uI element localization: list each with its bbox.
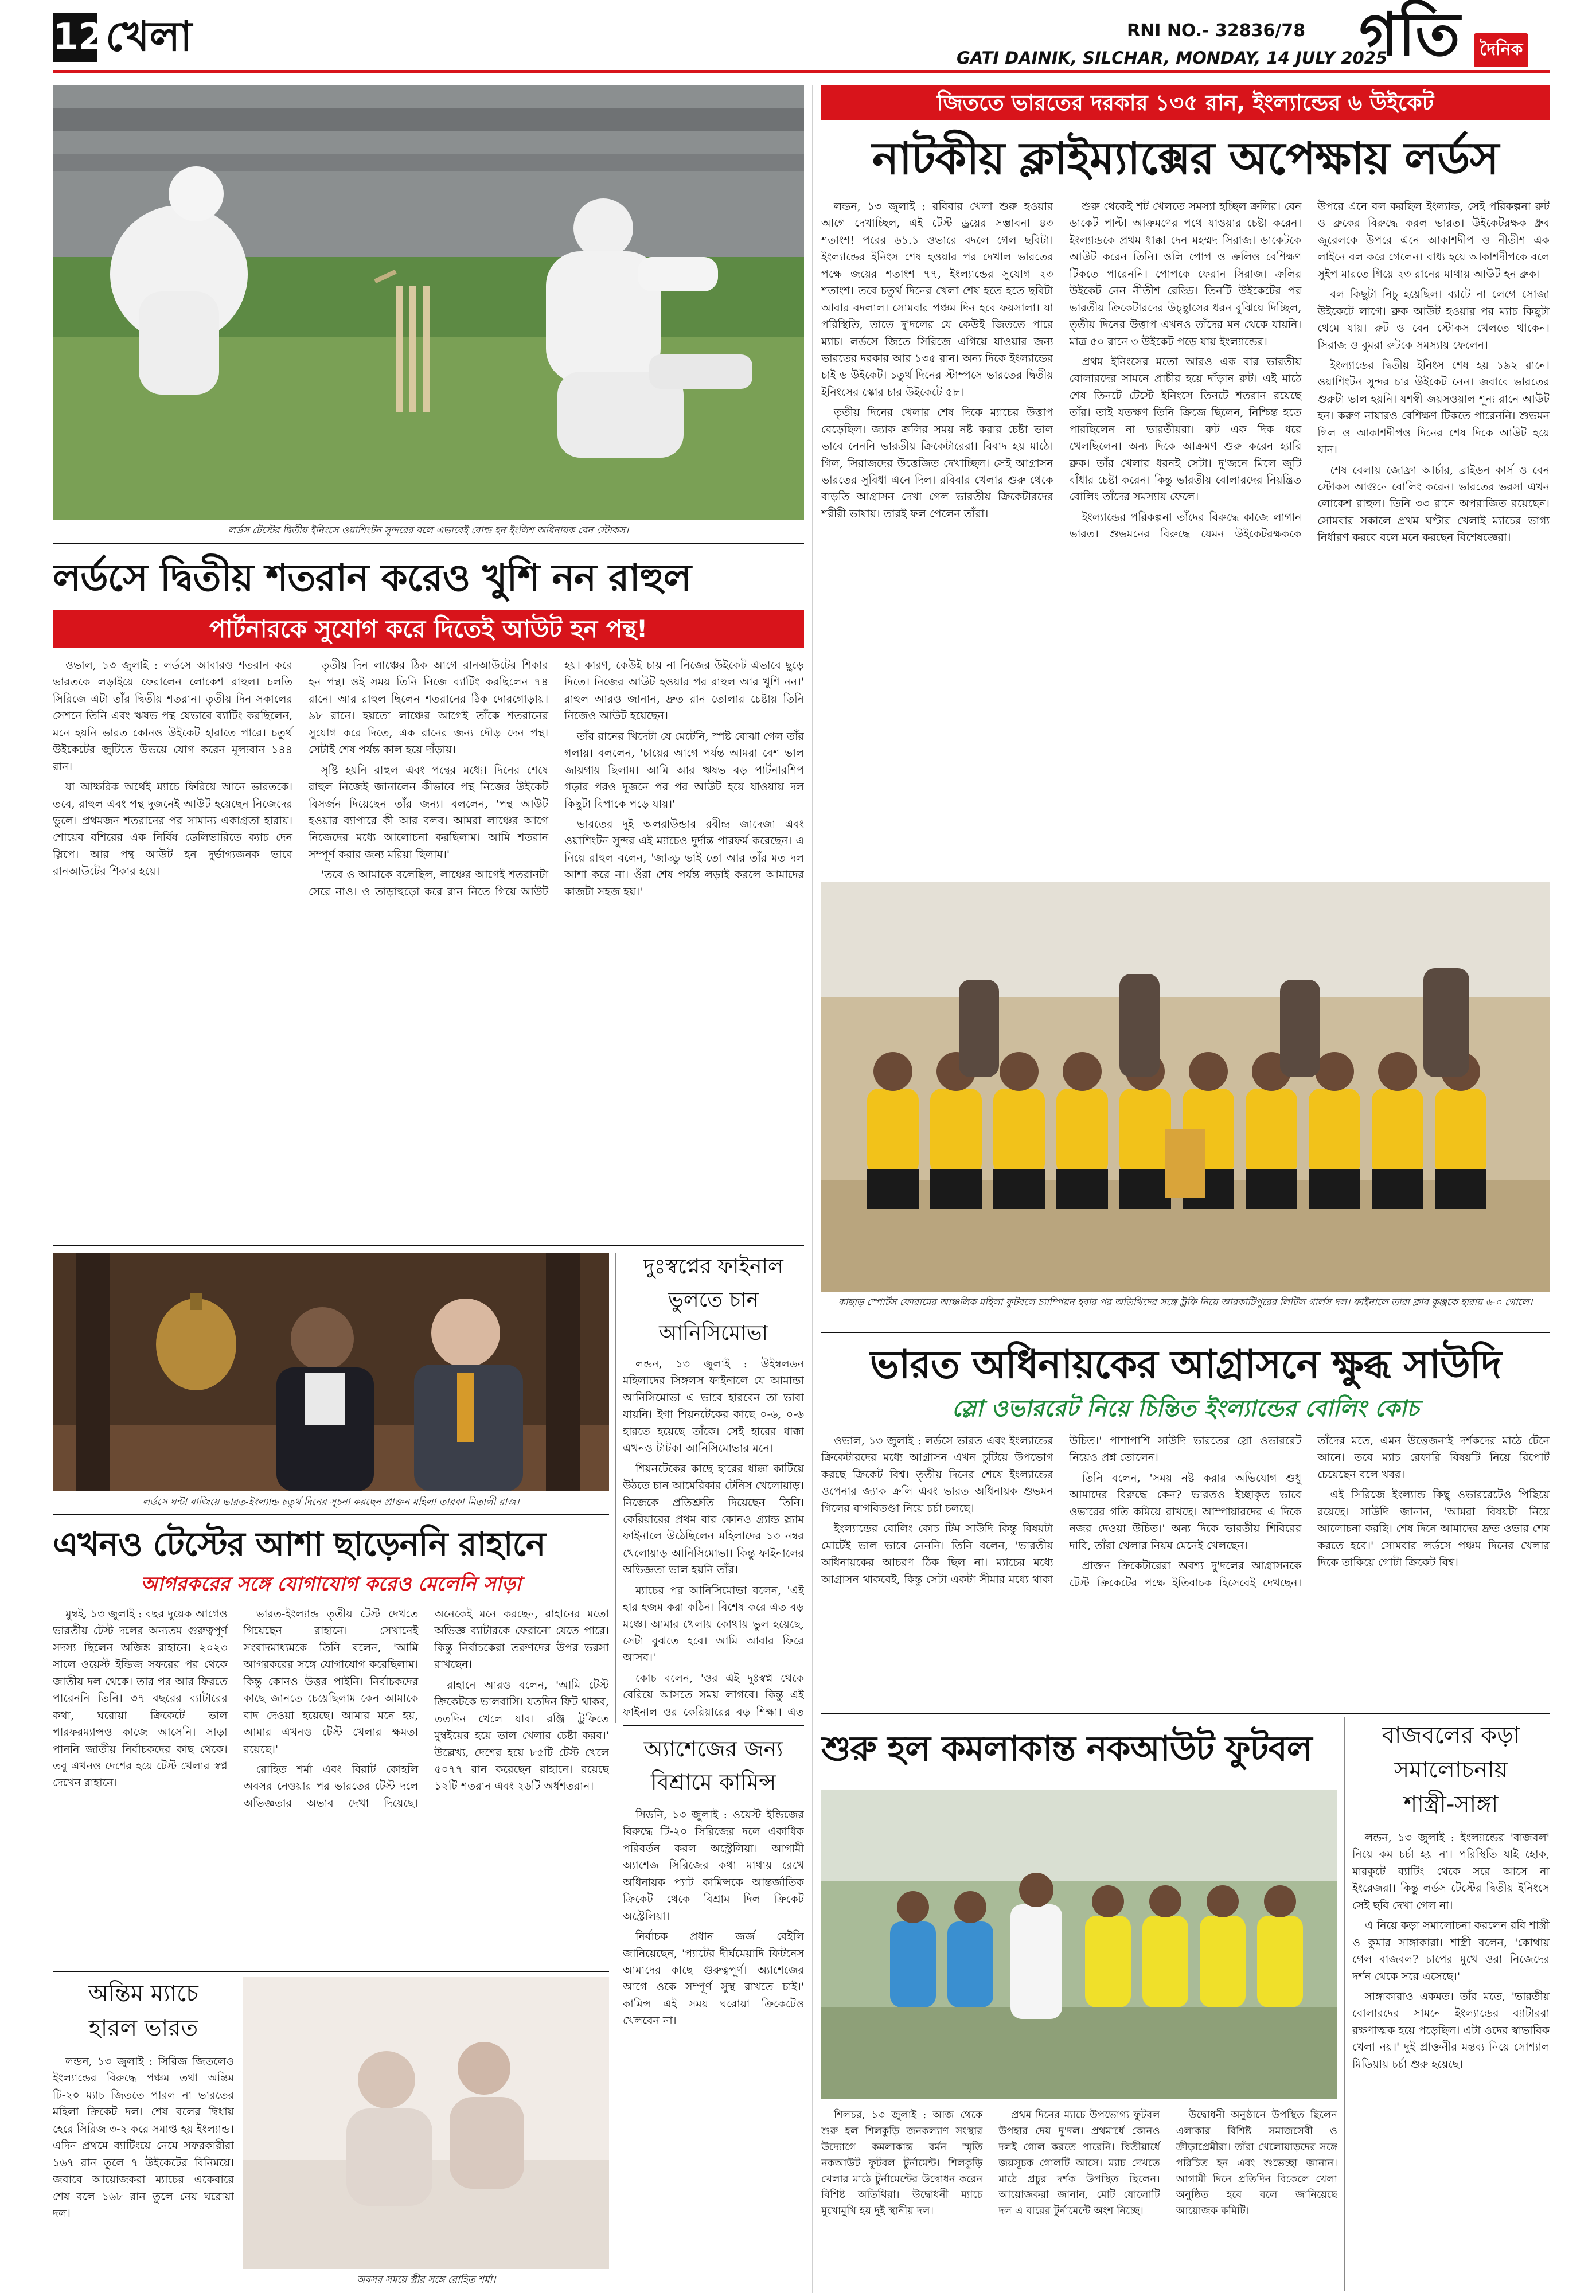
logo-badge: দৈনিক <box>1474 33 1528 67</box>
bell-photo-scene <box>53 1253 609 1491</box>
india-lost-body <box>53 2053 234 2289</box>
lords-headline: নাটকীয় ক্লাইম্যাক্সের অপেক্ষায় লর্ডস <box>872 133 1499 185</box>
india-lost-headline <box>53 1977 234 2045</box>
bell-photo <box>53 1253 609 1491</box>
body-paragraph: কোচ বলেন, 'ওর এই দুঃস্বপ্ন থেকে বেরিয়ে আসতে সময় লাগবে। কিন্তু এই ফাইনাল ওর কেরিয়ারের বড় শিক্ষা। এত <box>623 1671 804 1718</box>
rahane-subhead: আগরকরের সঙ্গে যোগাযোগ করেও মেলেনি সাড়া <box>141 1573 521 1596</box>
shastri-headline-line: সমালোচনায় <box>1394 1757 1508 1783</box>
body-paragraph: ভারতের দুই অলরাউন্ডার রবীন্দ্র জাদেজা এবং ওয়াশিংটন সুন্দর এই ম্যাচেও দুর্দান্ত পারফর্ম করেছেন। এ নিয়ে রাহুল বলেন, 'জাড্ডু ভাই তো আর তাঁর মত দল আশা করে না। ওঁরা শেষ পর্যন্ত লড়াই করলে আমাদের কাজটা সহজ হয়।' <box>564 817 804 898</box>
body-paragraph: শুরু থেকেই শট খেলতে সমস্যা হচ্ছিল ক্রলির। বেন ডাকেট পাল্টা আক্রমণের পথে যাওয়ার চেষ্টা করেন। ইংল্যান্ডকে প্রথম ধাক্কা দেন মহম্মদ সিরাজ। ডাকেটকে আউট করেন তিনি। ওলি পোপ ও ক্রলিও বেশিক্ষণ টিকতে পারেননি। পোপকে ফেরান সিরাজ। ক্রলির উইকেট নেন নীতীশ রেড্ডি। তিনটি উইকেটের পর ভারতীয় ক্রিকেটারদের উচ্ছ্বাসের ধরন বুঝিয়ে দিচ্ছিল, তৃতীয় দিনের উত্তাপ এখনও তাঁদের মন থেকে যায়নি। মাত্র ৫০ রানে ৩ উইকেট পড়ে যায় ইংল্যান্ডের। <box>1069 200 1302 348</box>
divider <box>53 1971 609 1972</box>
body-paragraph: ভারত-ইংল্যান্ড তৃতীয় টেস্ট দেখতে গিয়েছেন রাহানে। সেখানেই সংবাদমাধ্যমকে তিনি বলেন, 'আমি আগরকরের সঙ্গে যোগাযোগ করেছিলাম। কিন্তু কোনও উত্তর পাইনি। নির্বাচকদের কাছে জানতে চেয়েছিলাম কেন আমাকে বাদ দেওয়া হয়েছে। আমার মনে হয়, আমার এখনও টেস্ট খেলার ক্ষমতা রয়েছে।' <box>243 1608 419 1756</box>
brand-logo <box>1359 0 1548 70</box>
anisimova-headline-line: আনিসিমোভা <box>658 1322 768 1345</box>
lords-body <box>821 198 1550 875</box>
body-paragraph: তিনি বলেন, 'সময় নষ্ট করার অভিযোগ শুধু আমাদের বিরুদ্ধে কেন? ভারতও ইচ্ছাকৃত ভাবে ওভারের গতি কমিয়ে রাখছে। আম্পায়ারদের এ দিকে নজর দেওয়া উচিত।' অন্য দিকে ভারতীয় শিবিরের দাবি, তাঁরা খেলার নিয়ম মেনেই খেলছেন। <box>1069 1471 1302 1552</box>
body-paragraph: লন্ডন, ১৩ জুলাই : উইম্বলডন মহিলাদের সিঙ্গলস ফাইনালে যে আমান্ডা আনিসিমোভা এ ভাবে হারবেন তা ভাবা যায়নি। ইগা শিয়নটেকের কাছে ০-৬, ০-৬ হারতে হয়েছে তাঁকে। সেই হারের ধাক্কা এখনও টাটকা আনিসিমোভার মনে। <box>623 1358 804 1455</box>
divider <box>623 1725 804 1726</box>
body-paragraph: মুম্বই, ১৩ জুলাই : বছর দুয়েক আগেও ভারতীয় টেস্ট দলের অন্যতম গুরুত্বপূর্ণ সদস্য ছিলেন অজিঙ্ক রাহানে। ২০২৩ সালে ওয়েস্ট ইন্ডিজ সফরের পর থেকে জাতীয় দল থেকে। তার পর আর ফিরতে পারেননি তিনি। ৩৭ বছরের ব্যাটারের কথা, ঘরোয়া ক্রিকেটে ভাল পারফরম্যান্সও কাজে আসেনি। সাড়া পাননি জাতীয় নির্বাচকদের কাছ থেকে। তবু এখনও দেশের হয়ে টেস্ট খেলার স্বপ্ন দেখেন রাহানে। <box>53 1608 228 1790</box>
anisimova-body <box>623 1356 804 1721</box>
body-paragraph: শিলচর, ১৩ জুলাই : আজ থেকে শুরু হল শিলকুড়ি জনকল্যাণ সংস্থার উদ্যোগে কমলাকান্ত বর্মন স্মৃতি নকআউট ফুটবল টুর্নামেন্ট। শিলকুড়ি খেলার মাঠে টুর্নামেন্টের উদ্বোধন করেন বিশিষ্ট অতিথিরা। উদ্বোধনী ম্যাচে মুখোমুখি হয় দুই স্থানীয় দল। <box>821 2109 983 2217</box>
divider <box>53 543 804 544</box>
body-paragraph: ইংল্যান্ডের পরিকল্পনা তাঁদের বিরুদ্ধে কাজে লাগান ভারত। শুভমনের বিরুদ্ধে যেমন উইকেটরক্ষককে উপরে এনে বল করছিল ইংল্যান্ড, সেই পরিকল্পনা রুট ও ব্রুকের বিরুদ্ধে করল ভারত। উইকেটরক্ষক ধ্রুব জুরেলকে উপরে এনে আকাশদীপ ও নীতীশ এক লাইনে বল করে গেলেন। বাধ্য হয়ে আকাশদীপকে বলে সুইপ মারতে গিয়ে ২৩ রানের মাথায় আউট হন ব্রুক। <box>1069 200 1550 541</box>
body-paragraph: নির্বাচক প্রধান জর্জ বেইলি জানিয়েছেন, 'প্যাটের দীর্ঘমেয়াদি ফিটনেস আমাদের কাছে গুরুত্বপূর্ণ। অ্যাশেজের আগে ওকে সম্পূর্ণ সুস্থ রাখতে চাই।' কামিন্স এই সময় ঘরোয়া ক্রিকেটেও খেলবেন না। <box>623 1930 804 2028</box>
body-paragraph: রোহিত শর্মা এবং বিরাট কোহলি অবসর নেওয়ার পর ভারতের টেস্ট দলে অভিজ্ঞতার অভাব দেখা দিয়েছে। অনেকেই মনে করছেন, রাহানের মতো অভিজ্ঞ ব্যাটারকে ফেরানো যেতে পারে। কিন্তু নির্বাচকেরা তরুণদের উপর ভরসা রাখছেন। <box>243 1608 609 1810</box>
body-paragraph: ম্যাচের পর আনিসিমোভা বলেন, 'এই হার হজম করা কঠিন। বিশেষ করে এত বড় মঞ্চে। আমার খেলায় কোথায় ভুল হয়েছে, সেটা বুঝতে হবে। আমি আবার ফিরে আসব।' <box>623 1584 804 1664</box>
masthead-red-rule <box>53 70 1550 73</box>
body-paragraph: শেষ বেলায় জোফ্রা আর্চার, ব্রাইডন কার্স ও বেন স্টোকস আগুনে বোলিং করেন। ভারতের ভরসা এখন লোকেশ রাহুল। তিনি ৩৩ রানে অপরাজিত রয়েছেন। সোমবার সকালে প্রথম ঘণ্টার খেলাই ম্যাচের ভাগ্য নির্ধারণ করবে বলে মনে করছেন বিশেষজ্ঞেরা। <box>1317 463 1550 544</box>
body-paragraph: এ নিয়ে কড়া সমালোচনা করলেন রবি শাস্ত্রী ও কুমার সাঙ্গাকারা। শাস্ত্রী বলেন, 'কোথায় গেল বাজবল? চাপের মুখে ওরা নিজেদের দর্শন থেকে সরে এসেছে।' <box>1352 1919 1550 1983</box>
body-paragraph: রাহানে আরও বলেন, 'আমি টেস্ট ক্রিকেটকে ভালবাসি। যতদিন ফিট থাকব, ততদিন খেলে যাব। রঞ্জি ট্রফিতে মুম্বইয়ের হয়ে ভাল খেলার চেষ্টা করব।' উল্লেখ্য, দেশের হয়ে ৮৫টি টেস্ট খেলে ৫০৭৭ রান করেছেন রাহানে। রয়েছে ১২টি শতরান এবং ২৬টি অর্ধশতরান। <box>434 1678 609 1793</box>
saudi-body <box>821 1433 1550 1708</box>
football-team-photo <box>821 882 1550 1292</box>
body-paragraph: সিডনি, ১৩ জুলাই : ওয়েস্ট ইন্ডিজের বিরুদ্ধে টি-২০ সিরিজের দলে একাধিক পরিবর্তন করল অস্ট্রেলিয়া। আগামী অ্যাশেজ সিরিজের কথা মাথায় রেখে অধিনায়ক প্যাট কামিন্সকে আন্তর্জাতিক ক্রিকেট থেকে বিশ্রাম দিল ক্রিকেট অস্ট্রেলিয়া। <box>623 1808 804 1923</box>
kamalakanta-body <box>821 2107 1337 2291</box>
body-paragraph: যা আক্ষরিক অর্থেই ম্যাচে ফিরিয়ে আনে ভারতকে। তবে, রাহুল এবং পন্থ দুজনেই আউট হয়েছেন নিজেদের ভুলে। প্রথমজন শতরানের পর সামান্য একাগ্রতা হারায়। শোয়েব বশিরের এক নির্বিষ ডেলিভারিতে ক্যাচ দেন স্লিপে। আর পন্থ আউট হন দুর্ভাগ্যজনক ভাবে রানআউটের শিকার হয়ে। <box>53 781 292 878</box>
anisimova-headline-line: দুঃস্বপ্নের ফাইনাল <box>643 1255 783 1278</box>
saudi-subhead: স্লো ওভাররেট নিয়ে চিন্তিত ইংল্যান্ডের বোলিং কোচ <box>951 1395 1419 1422</box>
dateline: GATI DAINIK, SILCHAR, MONDAY, 14 JULY 2025 <box>957 48 1388 68</box>
rohit-photo-caption: অবসর সময়ে স্ত্রীর সঙ্গে রোহিত শর্মা। <box>356 2274 496 2286</box>
body-paragraph: লন্ডন, ১৩ জুলাই : ইংল্যান্ডের 'বাজবল' নিয়ে কম চর্চা হয় না। পরিস্থিতি যাই হোক, মারকুটে ব্যাটিং থেকে সরে আসে না ইংরেজরা। কিন্তু লর্ডস টেস্টের দ্বিতীয় ইনিংসে সেই ছবি দেখা গেল না। <box>1352 1831 1550 1912</box>
column-divider <box>615 1253 616 1723</box>
body-paragraph: 'তবে ও আমাকে বলেছিল, লাঞ্চের আগেই শতরানটা সেরে নাও। ও তাড়াহুড়ো করে রান নিতে গিয়ে আউট হয়। কারণ, কেউই চায় না নিজের উইকেট এভাবে ছুড়ে দিতে। নিজের আউট হওয়ার পর রাহুল আর খুশি নন।' রাহুল আরও জানান, দ্রুত রান তোলার চেষ্টায় তিনি নিজেও আউট হয়েছেন। <box>309 659 804 898</box>
lords-photo <box>53 85 804 520</box>
shastri-headline-line: শাস্ত্রী-সাঙ্গা <box>1403 1791 1499 1818</box>
body-paragraph: উদ্বোধনী অনুষ্ঠানে উপস্থিত ছিলেন এলাকার বিশিষ্ট সমাজসেবী ও ক্রীড়াপ্রেমীরা। তাঁরা খেলোয়াড়দের সঙ্গে পরিচিত হন এবং শুভেচ্ছা জানান। আগামী দিনে প্রতিদিন বিকেলে খেলা অনুষ্ঠিত হবে বলে জানিয়েছে আয়োজক কমিটি। <box>1176 2109 1337 2217</box>
shastri-headline-line: বাজবলের কড়া <box>1382 1722 1520 1749</box>
body-paragraph: প্রাক্তন ক্রিকেটারেরা অবশ্য দু'দলের আগ্রাসনকে টেস্ট ক্রিকেটের পক্ষে ইতিবাচক হিসেবেই দেখছেন। তাঁদের মতে, এমন উত্তেজনাই দর্শকদের মাঠে টেনে আনে। তবে ম্যাচ রেফারি বিষয়টি নিয়ে রিপোর্ট চেয়েছেন বলে খবর। <box>1069 1434 1550 1589</box>
kamalakanta-photo <box>821 1790 1337 2099</box>
rahane-body <box>53 1606 609 1967</box>
body-paragraph: প্রথম দিনের ম্যাচে উপভোগ্য ফুটবল উপহার দেয় দু'দল। প্রথমার্ধে কোনও দলই গোল করতে পারেনি। দ্বিতীয়ার্ধে জয়সূচক গোলটি আসে। ম্যাচ দেখতে মাঠে প্রচুর দর্শক উপস্থিত ছিলেন। আয়োজকরা জানান, মোট ষোলোটি দল এ বারের টুর্নামেন্টে অংশ নিচ্ছে। <box>998 2109 1160 2217</box>
body-paragraph: ইংল্যান্ডের দ্বিতীয় ইনিংস শেষ হয় ১৯২ রানে। ওয়াশিংটন সুন্দর চার উইকেট নেন। জবাবে ভারতের শুরুটা ভাল হয়নি। যশস্বী জয়সওয়াল শূন্য রানে আউট হন। করুণ নায়ারও বেশিক্ষণ টিকতে পারেননি। শুভমন গিল ও আকাশদীপও দিনের শেষ দিকে আউট হয়ে যান। <box>1317 358 1550 457</box>
rahane-headline: এখনও টেস্টের আশা ছাড়েননি রাহানে <box>53 1525 545 1564</box>
saudi-headline: ভারত অধিনায়কের আগ্রাসনে ক্ষুব্ধ সাউদি <box>869 1342 1501 1387</box>
shastri-headline <box>1352 1718 1550 1822</box>
body-paragraph: লন্ডন, ১৩ জুলাই : রবিবার খেলা শুরু হওয়ার আগে দেখাচ্ছিল, এই টেস্ট ড্রয়ের সম্ভাবনা ৪৩ শতাংশ! পরের ৬১.১ ওভারে বদলে গেল ছবিটা। ইংল্যান্ডের ইনিংস শেষ হওয়ার পর দেখাল ভারতের পক্ষে জয়ের শতাংশ ৭৭, ইংল্যান্ডের সুযোগ ২৩ শতাংশ। তবে চতুর্থ দিনের খেলা শেষ হতে হতে ছবিটা আবার বদলাল। সোমবার পঞ্চম দিন হবে ফয়সালা। যা পরিস্থিতি, তাতে দু'দলের যে কেউই জিততে পারে ম্যাচ। লর্ডসে জিতে সিরিজে এগিয়ে যাওয়ার জন্য ভারতের দরকার আর ১৩৫ রান। অন্য দিকে ইংল্যান্ডের চাই ৬ উইকেট। চতুর্থ দিনের স্টাম্পসে ভারতের দ্বিতীয় ইনিংসের স্কোর চার উইকেটে ৫৮। <box>821 200 1053 399</box>
divider <box>821 1713 1550 1714</box>
divider <box>53 1514 609 1515</box>
body-paragraph: ওভাল, ১৩ জুলাই : লর্ডসে আবারও শতরান করে ভারতকে লড়াইয়ে ফেরালেন লোকেশ রাহুল। চলতি সিরিজে এটা তাঁর দ্বিতীয় শতরান। তৃতীয় দিন সকালের সেশনে তিনি এবং ঋষভ পন্থ যেভাবে ব্যাটিং করছিলেন, মনে হয়নি ভারত কোনও উইকেট হারাতে পারে। চতুর্থ উইকেটের জুটিতে উভয়ে যোগ করেন মূল্যবান ১৪৪ রান। <box>53 659 292 773</box>
body-paragraph: ইংল্যান্ডের বোলিং কোচ টিম সাউদি কিন্তু বিষয়টা মোটেই ভাল ভাবে নেননি। তিনি বলেন, 'ভারতীয় অধিনায়কের আচরণ ঠিক ছিল না। ম্যাচের মধ্যে আগ্রাসন থাকবেই, কিন্তু সেটা একটা সীমার মধ্যে থাকা উচিত।' পাশাপাশি সাউদি ভারতের স্লো ওভাররেট নিয়েও প্রশ্ন তোলেন। <box>821 1434 1302 1586</box>
masthead <box>0 0 1596 75</box>
body-paragraph: ওভাল, ১৩ জুলাই : লর্ডসে ভারত এবং ইংল্যান্ডের ক্রিকেটারদের মধ্যে আগ্রাসন এখন চুটিয়ে উপভোগ করছে ক্রিকেট বিশ্ব। তৃতীয় দিনের শেষে ইংল্যান্ডের ওপেনার জ্যাক ক্রলি এবং ভারত অধিনায়ক শুভমন গিলের বাগবিতণ্ডা নিয়ে চর্চা চলছে। <box>821 1434 1053 1515</box>
cummins-headline-line: অ্যাশেজের জন্য <box>643 1736 783 1761</box>
kamalakanta-headline: শুরু হল কমলাকান্ত নকআউট ফুটবল <box>821 1729 1312 1769</box>
cummins-headline-line: বিশ্রামে কামিন্স <box>650 1769 776 1795</box>
india-lost-headline-line: অন্তিম ম্যাচে <box>88 1981 198 2007</box>
body-paragraph: বল কিছুটা নিচু হয়েছিল। ব্যাটে না লেগে সোজা উইকেটে লাগে। ব্রুক আউট হওয়ার পর ম্যাচ কিছুটা থেমে যায়। রুট ও বেন স্টোকস খেলতে থাকেন। সিরাজ ও বুমরা রুটকে সমস্যায় ফেলেন। <box>1317 288 1550 352</box>
rahul-headline: লর্ডসে দ্বিতীয় শতরান করেও খুশি নন রাহুল <box>53 556 691 600</box>
rahul-subhead: পার্টনারকে সুযোগ করে দিতেই আউট হন পন্থ! <box>209 615 648 643</box>
cummins-headline <box>623 1732 804 1799</box>
body-paragraph: শিয়নটেকের কাছে হারের ধাক্কা কাটিয়ে উঠতে চান আমেরিকার টেনিস খেলোয়াড়। নিজেকে প্রতিশ্রুতি দিয়েছেন তিনি। কেরিয়ারের প্রথম বার কোনও গ্র্যান্ড স্ল্যাম ফাইনালে উঠেছিলেন মহিলাদের ১৩ নম্বর খেলোয়াড় আনিসিমোভা। কিন্তু ফাইনালের অভিজ্ঞতা ভাল হয়নি তাঁর। <box>623 1462 804 1577</box>
rahul-body <box>53 657 804 1242</box>
divider <box>53 1245 804 1246</box>
body-paragraph: এই সিরিজে ইংল্যান্ড কিছু ওভাররেটেও পিছিয়ে রয়েছে। সাউদি জানান, 'আমরা বিষয়টা নিয়ে আলোচনা করছি। শেষ দিনে আমাদের দ্রুত ওভার শেষ করতে হবে।' সোমবার লর্ডসে পঞ্চম দিনের খেলার দিকে তাকিয়ে গোটা ক্রিকেট বিশ্ব। <box>1317 1488 1550 1569</box>
bell-photo-caption: লর্ডসে ঘন্টা বাজিয়ে ভারত-ইংল্যান্ড চতুর্থ দিনের সূচনা করছেন প্রাক্তন মহিলা তারকা মিতালী রাজ। <box>142 1496 520 1508</box>
kamalakanta-scene <box>821 1790 1337 2099</box>
rni-number: RNI NO.- 32836/78 <box>1127 21 1306 41</box>
section-title: খেলা <box>106 12 193 60</box>
body-paragraph: প্রথম ইনিংসের মতো আরও এক বার ভারতীয় বোলারদের সামনে প্রাচীর হয়ে দাঁড়ান রুট। এই মাঠে শেষ তিনটে টেস্টে ইনিংসে তিনটে শতরান রয়েছে তাঁর। তাই যতক্ষণ তিনি ক্রিজে ছিলেন, নিশ্চিন্ত হতে পারছিলেন না ভারতীয়রা। রুট এক দিক ধরে খেলছিলেন। অন্য দিকে আক্রমণ শুরু করেন হ্যারি ব্রুক। তাঁর খেলার ধরনই সেটা। দু'জনে মিলে জুটি বাঁধার চেষ্টা করেন। কিন্তু ভারতীয় বোলারদের নিয়ন্ত্রিত বোলিং তাঁদের সমস্যায় ফেলে। <box>1069 355 1302 504</box>
body-paragraph: তৃতীয় দিন লাঞ্চের ঠিক আগে রানআউটের শিকার হন পন্থ। ওই সময় তিনি নিজে ব্যাটিং করছিলেন ৭৪ রানে। আর রাহুল ছিলেন শতরানের ঠিক দোরগোড়ায়। ৯৮ রানে। হয়তো লাঞ্চের আগেই তাঁকে শতরানের সুযোগ করে দিতে, এক রানের জন্য দৌড় দেন পন্থ। সেটাই শেষ পর্যন্ত কাল হয়ে দাঁড়ায়। <box>309 659 548 757</box>
body-paragraph: সৃষ্টি হয়নি রাহুল এবং পন্থের মধ্যে। দিনের শেষে রাহুল নিজেই জানালেন কীভাবে পন্থ নিজের উইকেট বিসর্জন দিয়েছেন তাঁর জন্য। বললেন, 'পন্থ আউট হওয়ার ব্যাপারে কী আর বলব। আমরা লাঞ্চের আগে নিজেদের মধ্যে আলোচনা করছিলাম। আমি শতরান সম্পূর্ণ করার জন্য মরিয়া ছিলাম।' <box>309 763 548 861</box>
lords-kicker: জিততে ভারতের দরকার ১৩৫ রান, ইংল্যান্ডের ৬ উইকেট <box>936 90 1434 115</box>
column-divider <box>812 85 813 2293</box>
page-number: 12 <box>53 16 104 59</box>
body-paragraph: তৃতীয় দিনের খেলার শেষ দিকে ম্যাচের উত্তাপ বেড়েছিল। জ্যাক ক্রলির সময় নষ্ট করার চেষ্টা ভাল ভাবে নেননি ভারতীয় ক্রিকেটারেরা। বিবাদ হয় মাঠে। গিল, সিরাজদের উত্তেজিত দেখাচ্ছিল। সেই আগ্রাসন ভারতের সুবিধা এনে দিল। রবিবার খেলার শুরু থেকে বাড়তি আগ্রাসন দেখা গেল ভারতীয় ক্রিকেটারদের শরীরী ভাষায়। তারই ফল পেলেন তাঁরা। <box>821 406 1053 520</box>
lords-photo-scene <box>53 85 804 520</box>
anisimova-headline <box>623 1250 804 1350</box>
column-divider <box>1344 1717 1345 2291</box>
anisimova-headline-line: ভুলতে চান <box>668 1288 759 1312</box>
shastri-body <box>1352 1830 1550 2289</box>
rahul-subhead-bar <box>53 610 804 648</box>
football-team-caption-text: কাছাড় স্পোর্টস ফোরামের আঞ্চলিক মহিলা ফুটবলে চ্যাম্পিয়ন হবার পর অতিথিদের সঙ্গে ট্রফি নিয়ে আরকাটিপুরের লিটিল গার্লস দল। ফাইনালে তারা ক্লাব কুঞ্জকে হারায় ৬-০ গোলে। <box>838 1297 1533 1308</box>
body-paragraph: তাঁর রানের খিদেটা যে মেটেনি, স্পষ্ট বোঝা গেল তাঁর গলায়। বললেন, 'চায়ের আগে পর্যন্ত আমরা বেশ ভাল জায়গায় ছিলাম। আমি আর ঋষভ বড় পার্টনারশিপ গড়ার পরও দুজনে পর পর আউট হয়ে যাওয়ায় দল কিছুটা বিপাকে পড়ে যায়।' <box>564 730 804 810</box>
logo-wordmark: গতি <box>1359 0 1460 69</box>
rohit-photo-scene <box>243 1977 609 2269</box>
football-team-caption <box>821 1295 1550 1327</box>
body-paragraph: সাঙ্গাকারাও একমত। তাঁর মতে, 'ভারতীয় বোলারদের সামনে ইংল্যান্ডের ব্যাটাররা রক্ষণাত্মক হয়ে পড়েছিল। এটা ওদের স্বাভাবিক খেলা নয়।' দুই প্রাক্তনীর মন্তব্য নিয়ে সোশ্যাল মিডিয়ায় চর্চা শুরু হয়েছে। <box>1352 1990 1550 2071</box>
rohit-photo <box>243 1977 609 2269</box>
divider <box>821 1332 1550 1333</box>
page-number-box <box>53 13 104 62</box>
india-lost-headline-line: হারল ভারত <box>88 2015 198 2041</box>
cummins-body <box>623 1807 804 2289</box>
body-paragraph: লন্ডন, ১৩ জুলাই : সিরিজ জিতলেও ইংল্যান্ডের বিরুদ্ধে পঞ্চম তথা অন্তিম টি-২০ ম্যাচ জিততে পারল না ভারতের মহিলা ক্রিকেট দল। শেষ বলের দ্বিধায় হেরে সিরিজ ৩-২ করে সমাপ্ত হয় ইংল্যান্ড। এদিন প্রথমে ব্যাটিংয়ে নেমে সফরকারীরা ১৬৭ রান তুলে ৭ উইকেটের বিনিময়ে। জবাবে আয়োজকরা ম্যাচের একেবারে শেষ বলে ১৬৮ রান তুলে নেয় ঘরোয়া দল। <box>53 2055 234 2220</box>
lords-kicker-bar <box>821 85 1550 120</box>
football-team-scene <box>821 882 1550 1292</box>
lords-photo-caption: লর্ডস টেস্টের দ্বিতীয় ইনিংসে ওয়াশিংটন সুন্দরের বলে এভাবেই বোল্ড হন ইংলিশ অধিনায়ক বেন স্টোকস। <box>228 525 629 536</box>
